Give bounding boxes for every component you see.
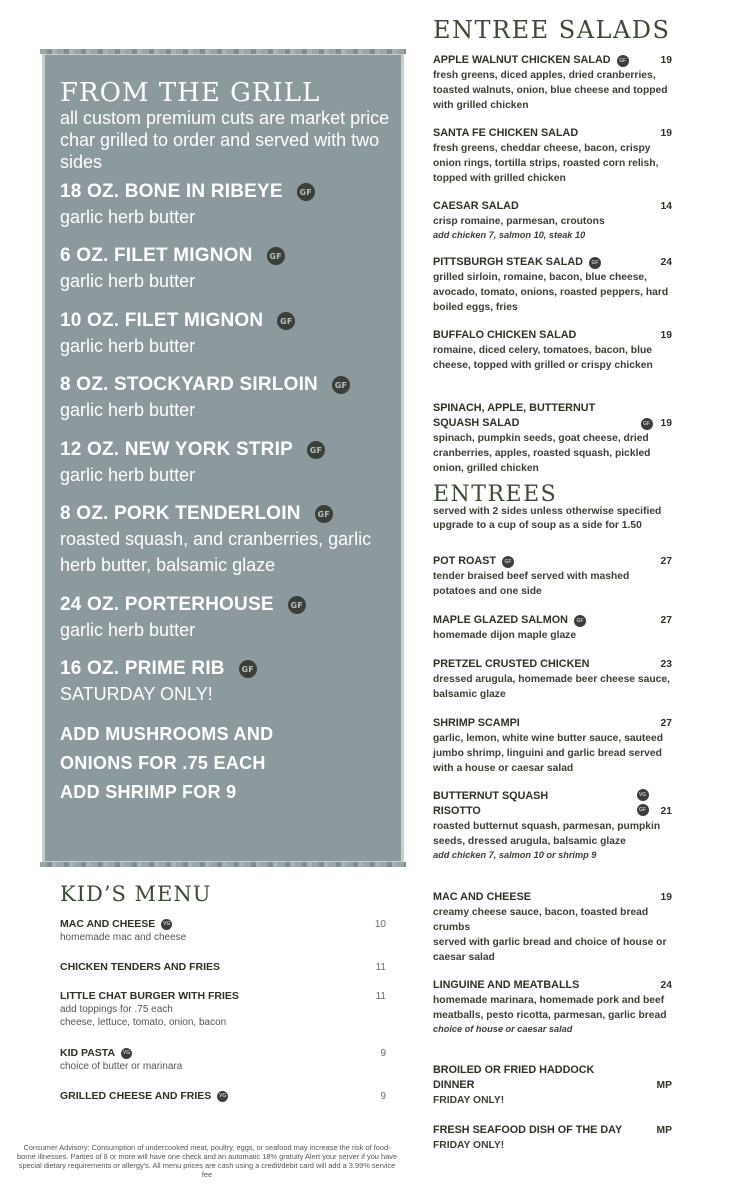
entree-item-desc: roasted butternut squash, parmesan, pumpkin seeds, dressed arugula, balsamic glaze <box>433 821 661 847</box>
entree-item <box>433 613 672 643</box>
kids-item <box>60 1089 386 1103</box>
gluten-free-icon: GF <box>574 615 586 627</box>
gluten-free-icon: GF <box>267 247 285 265</box>
grill-item <box>60 502 390 578</box>
entree-item-desc: FRIDAY ONLY! <box>433 1095 505 1106</box>
gluten-free-icon: GF <box>617 55 629 67</box>
kids-item-name: KID PASTA <box>60 1047 116 1059</box>
entree-item-desc: dressed arugula, homemade beer cheese sauce, balsamic glaze <box>433 674 670 700</box>
entree-item-note: add chicken 7, salmon 10 or shrimp 9 <box>433 850 597 860</box>
salad-item <box>433 53 672 113</box>
salad-item-desc: fresh greens, diced apples, dried cranberries, toasted walnuts, onion, blue cheese and topped with grilled chicken <box>433 70 668 111</box>
kids-item <box>60 989 386 1029</box>
salad-item-desc: crisp romaine, parmesan, croutons <box>433 216 605 227</box>
entree-item-desc: homemade marinara, homemade pork and beef meatballs, pesto ricotta, parmesan, garlic bread <box>433 995 667 1021</box>
grill-item-name: 18 OZ. BONE IN RIBEYE <box>60 181 283 202</box>
gluten-free-icon: GF <box>502 556 514 568</box>
entree-item-name: MAC AND CHEESE <box>433 891 531 903</box>
kids-item-desc: cheese, lettuce, tomato, onion, bacon <box>60 1017 227 1028</box>
salad-item <box>433 401 672 476</box>
entree-item-name: POT ROAST <box>433 555 496 567</box>
entree-item <box>433 1123 672 1153</box>
addon-line: ONIONS FOR .75 EACH <box>60 753 266 773</box>
entree-item-price: 24 <box>660 980 672 991</box>
entree-item-desc-2: served with garlic bread and choice of house or caesar salad <box>433 937 667 963</box>
grill-description: all custom premium cuts are market price char grilled to order and served with two sides <box>60 108 390 172</box>
entree-item-name: BROILED OR FRIED HADDOCK <box>433 1064 595 1076</box>
entree-item-price: MP <box>656 1125 672 1136</box>
entrees-title: ENTREES <box>433 482 558 507</box>
entree-item <box>433 789 672 862</box>
kids-item <box>60 917 386 944</box>
grill-item-desc: garlic herb butter <box>60 400 196 420</box>
salad-item-desc: romaine, diced celery, tomatoes, bacon, blue cheese, topped with grilled or crispy chicken <box>433 345 653 371</box>
entree-item-name-line2: DINNER <box>433 1079 475 1091</box>
salad-item-price: 24 <box>660 257 672 268</box>
salad-item <box>433 126 672 186</box>
grill-item-desc: garlic herb butter <box>60 271 196 291</box>
salads-title: ENTREE SALADS <box>433 16 671 44</box>
entree-item-desc: tender braised beef served with mashed potatoes and one side <box>433 571 630 597</box>
grill-item <box>60 438 390 488</box>
entrees-subtitle-line: served with 2 sides unless otherwise specified <box>433 506 662 517</box>
vegetarian-icon: VG <box>121 1048 132 1059</box>
grill-item <box>60 593 390 643</box>
entree-item-name: SHRIMP SCAMPI <box>433 717 520 729</box>
kids-item-price: 10 <box>374 918 386 930</box>
addon-line: ADD SHRIMP FOR 9 <box>60 782 237 802</box>
salad-item-note: add chicken 7, salmon 10, steak 10 <box>433 230 586 240</box>
entree-item-desc: FRIDAY ONLY! <box>433 1140 505 1151</box>
entree-item-desc: garlic, lemon, white wine butter sauce, sauteed jumbo shrimp, linguini and garlic bread served with a house or caesar salad <box>433 733 664 774</box>
grill-item-desc: garlic herb butter <box>60 465 196 485</box>
entree-item-price: 27 <box>660 615 672 626</box>
torn-edge-bottom <box>40 862 406 867</box>
salad-item-price: 14 <box>660 201 672 212</box>
kids-item-price: 11 <box>375 990 386 1002</box>
kids-item-price: 9 <box>380 1090 386 1102</box>
entrees-subtitle-line: upgrade to a cup of soup as a side for 1.50 <box>433 520 642 531</box>
salad-item-name: APPLE WALNUT CHICKEN SALAD <box>433 54 611 66</box>
salad-item-price: 19 <box>660 330 672 341</box>
salad-item-desc: spinach, pumpkin seeds, goat cheese, dried cranberries, apples, roasted squash, pickled onion, grilled chicken <box>433 433 651 474</box>
gluten-free-icon: GF <box>589 257 601 269</box>
kids-item-desc: add toppings for .75 each <box>60 1004 173 1015</box>
grill-item-name: 16 OZ. PRIME RIB <box>60 658 225 679</box>
consumer-advisory: Consumer Advisory: Consumption of undercooked meat, poultry, eggs, or seafood may increase the risk of food-borne illnesses. Parties of 8 or more will have one check and an automatic 18% gratuity Alert your server if you have special dietary requirements or allergy's. All menu prices are cash using a credit/debit card will add a 3.99% service fee <box>17 1143 397 1179</box>
grill-item-name: 12 OZ. NEW YORK STRIP <box>60 439 293 460</box>
kids-item-name: LITTLE CHAT BURGER WITH FRIES <box>60 990 239 1002</box>
salad-item-price: 19 <box>660 418 672 429</box>
gluten-free-icon: GF <box>641 418 653 430</box>
kids-item <box>60 960 386 974</box>
gluten-free-icon: GF <box>297 183 315 201</box>
salad-item-name: SPINACH, APPLE, BUTTERNUT <box>433 402 596 414</box>
salad-item-desc: fresh greens, cheddar cheese, bacon, crispy onion rings, tortilla strips, roasted corn relish, topped with grilled chicken <box>433 143 659 184</box>
salad-item <box>433 199 672 242</box>
gluten-free-icon: GF <box>307 441 325 459</box>
entree-item <box>433 716 672 776</box>
entree-item-name: BUTTERNUT SQUASH <box>433 790 549 802</box>
gluten-free-icon: GF <box>277 312 295 330</box>
gluten-free-icon: GF <box>637 804 649 816</box>
kids-item-name: GRILLED CHEESE AND FRIES <box>60 1090 212 1102</box>
salad-item <box>433 255 672 315</box>
entree-item-price: 27 <box>660 556 672 567</box>
grill-item-desc: SATURDAY ONLY! <box>60 684 213 704</box>
kids-item-price: 9 <box>380 1047 386 1059</box>
salad-item-desc: grilled sirloin, romaine, bacon, blue cheese, avocado, tomato, onions, roasted peppers, hard boiled eggs, fries <box>433 272 669 313</box>
vegetarian-icon: VG <box>217 1091 228 1102</box>
salad-item-name: SANTA FE CHICKEN SALAD <box>433 127 579 139</box>
vegetarian-icon: VG <box>637 789 649 801</box>
entree-item-name-line2: RISOTTO <box>433 805 481 817</box>
kids-item <box>60 1046 386 1073</box>
entree-item-name: MAPLE GLAZED SALMON <box>433 614 568 626</box>
grill-item <box>60 657 390 707</box>
gluten-free-icon: GF <box>239 660 257 678</box>
grill-item-desc: roasted squash, and cranberries, garlic herb butter, balsamic glaze <box>60 529 372 575</box>
vegetarian-icon: VG <box>161 919 172 930</box>
entree-item-name: PRETZEL CRUSTED CHICKEN <box>433 658 590 670</box>
grill-item <box>60 309 390 359</box>
grill-item <box>60 180 390 230</box>
entree-item-desc: creamy cheese sauce, bacon, toasted bread crumbs <box>433 907 649 933</box>
kids-menu-title: KID’S MENU <box>60 882 212 906</box>
grill-item-name: 8 OZ. PORK TENDERLOIN <box>60 503 301 524</box>
kids-item-name: CHICKEN TENDERS AND FRIES <box>60 961 221 973</box>
grill-item-desc: garlic herb butter <box>60 620 196 640</box>
salad-item-name: PITTSBURGH STEAK SALAD <box>433 256 583 268</box>
grill-item <box>60 244 390 294</box>
kids-item-desc: choice of butter or marinara <box>60 1061 183 1072</box>
grill-item <box>60 373 390 423</box>
salad-item <box>433 328 672 373</box>
salad-item-name: CAESAR SALAD <box>433 200 519 212</box>
entree-item <box>433 554 672 599</box>
grill-item-name: 6 OZ. FILET MIGNON <box>60 245 253 266</box>
addon-line: ADD MUSHROOMS AND <box>60 724 274 744</box>
salad-item-price: 19 <box>660 128 672 139</box>
grill-item-desc: garlic herb butter <box>60 336 196 356</box>
grill-addons <box>60 720 390 807</box>
entree-item-name: FRESH SEAFOOD DISH OF THE DAY <box>433 1124 623 1136</box>
entree-item-price: 23 <box>660 659 672 670</box>
grill-title: FROM THE GRILL <box>60 78 321 108</box>
entree-item-price: 27 <box>660 718 672 729</box>
kids-item-desc: homemade mac and cheese <box>60 932 187 943</box>
entree-item <box>433 657 672 702</box>
entree-item-price: MP <box>656 1080 672 1091</box>
grill-item-name: 24 OZ. PORTERHOUSE <box>60 594 274 615</box>
torn-edge-top <box>40 49 406 54</box>
grill-item-name: 8 OZ. STOCKYARD SIRLOIN <box>60 374 318 395</box>
entree-item <box>433 890 672 965</box>
gluten-free-icon: GF <box>288 596 306 614</box>
grill-panel <box>42 52 404 864</box>
kids-item-price: 11 <box>375 961 386 973</box>
entree-item-price: 19 <box>660 892 672 903</box>
entree-item-note: choice of house or caesar salad <box>433 1024 573 1034</box>
entree-item <box>433 1063 672 1108</box>
salad-item-name-line2: SQUASH SALAD <box>433 417 520 429</box>
entree-item <box>433 978 672 1036</box>
entree-item-price: 21 <box>660 806 672 817</box>
gluten-free-icon: GF <box>315 505 333 523</box>
grill-item-name: 10 OZ. FILET MIGNON <box>60 310 264 331</box>
entree-item-name: LINGUINE AND MEATBALLS <box>433 979 580 991</box>
salad-item-name: BUFFALO CHICKEN SALAD <box>433 329 577 341</box>
grill-item-desc: garlic herb butter <box>60 207 196 227</box>
entree-item-desc: homemade dijon maple glaze <box>433 630 577 641</box>
kids-item-name: MAC AND CHEESE <box>60 918 156 930</box>
entrees-subtitle <box>433 505 672 533</box>
gluten-free-icon: GF <box>332 376 350 394</box>
salad-item-price: 19 <box>660 55 672 66</box>
